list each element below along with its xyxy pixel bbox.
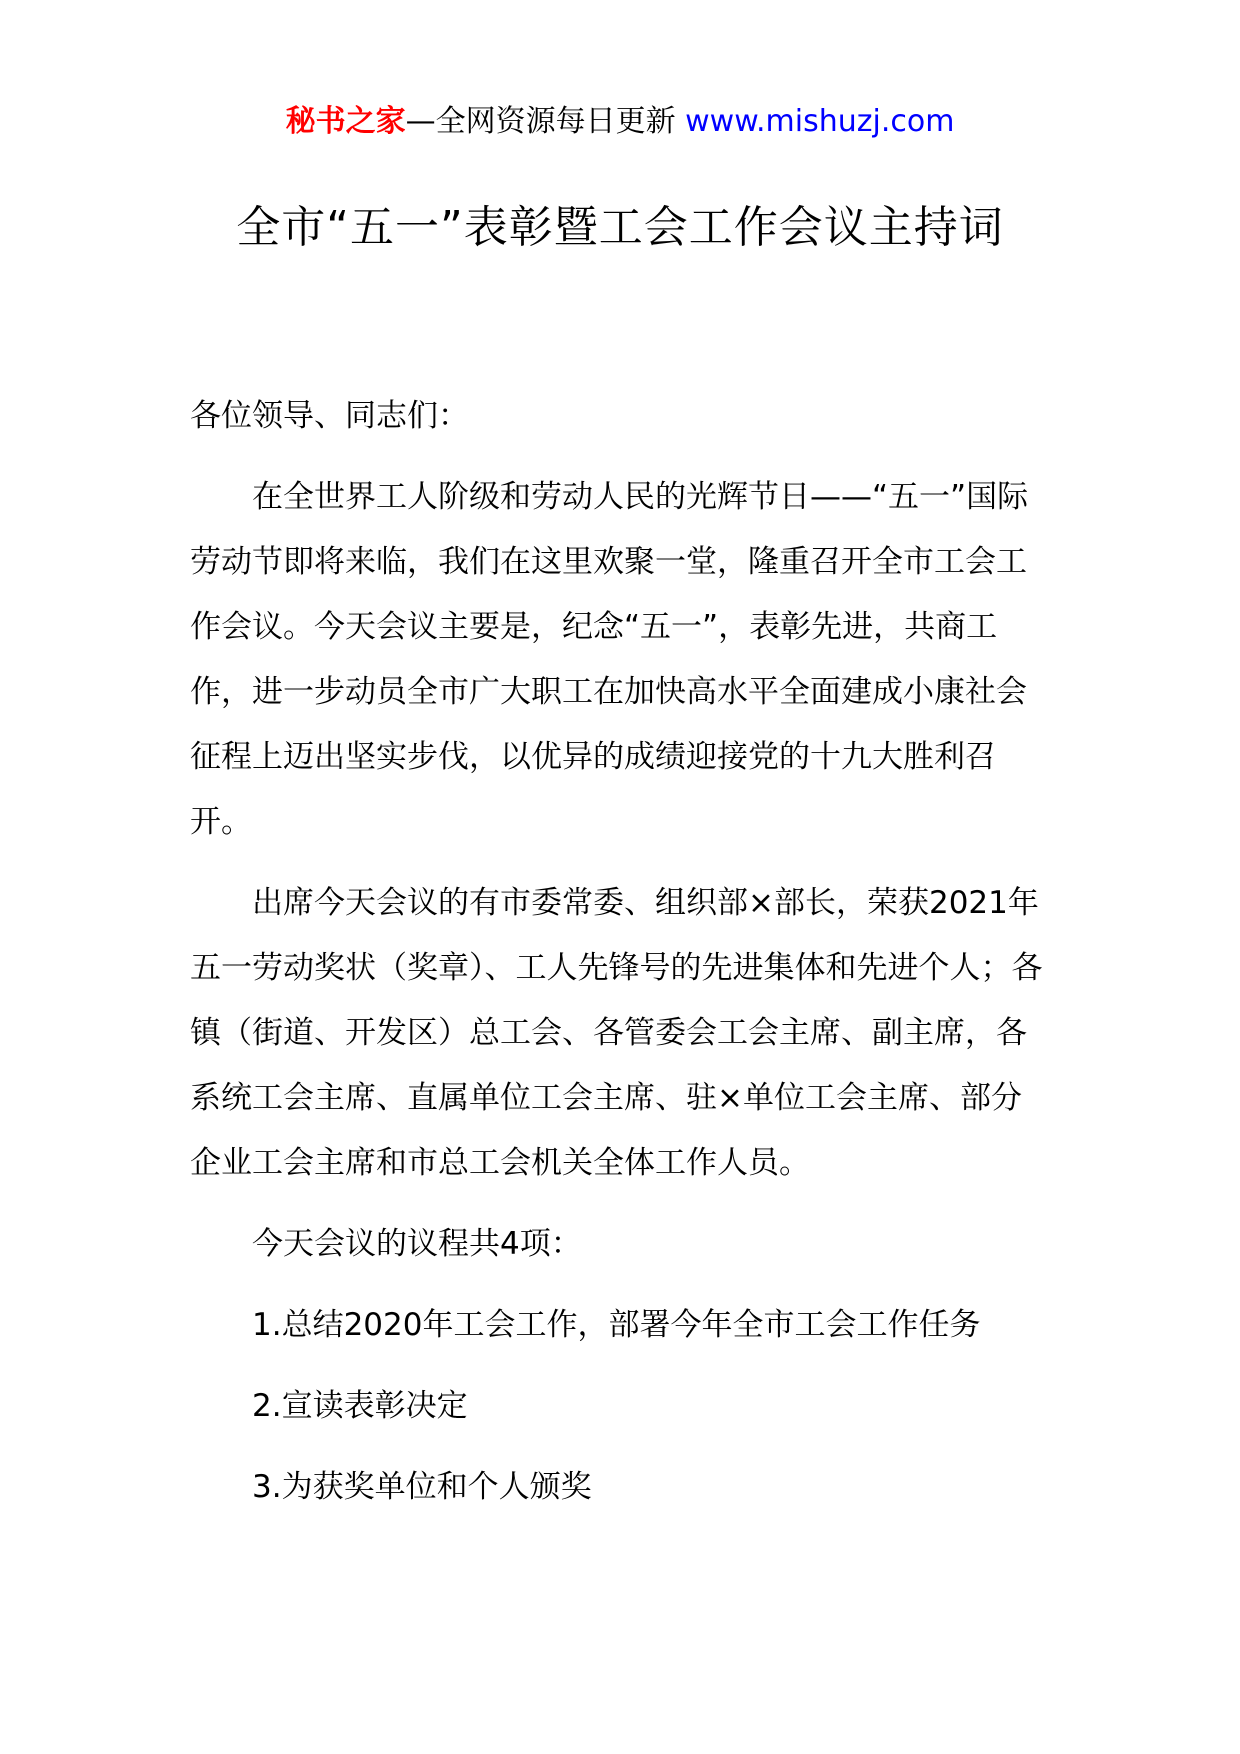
paragraph-opening: 在全世界工人阶级和劳动人民的光辉节日——“五一”国际劳动节即将来临，我们在这里欢聚一堂，隆重召开全市工会工作会议。今天会议主要是，纪念“五一”，表彰先进，共商工作，进一步动员全市广大职工在加快高水平全面建成小康社会征程上迈出坚实步伐，以优异的成绩迎接党的十九大胜利召开。 (190, 479, 1029, 840)
paragraph-agenda-intro: 今天会议的议程共4项： (252, 1226, 582, 1262)
brand-name: 秘书之家 (285, 104, 406, 139)
document-title: 全市“五一”表彰暨工会工作会议主持词 (236, 202, 1004, 253)
site-header (0, 100, 1240, 144)
paragraph-attendees: 出席今天会议的有市委常委、组织部×部长，荣获2021年五一劳动奖状（奖章）、工人先锋号的先进集体和先进个人；各镇（街道、开发区）总工会、各管委会工会主席、副主席，各系统工会主席、直属单位工会主席、驻×单位工会主席、部分企业工会主席和市总工会机关全体工作人员。 (190, 885, 1043, 1181)
salutation: 各位领导、同志们： (190, 398, 469, 434)
header-tagline: —全网资源每日更新 (405, 104, 686, 139)
site-url-link[interactable]: www.mishuzj.com (685, 104, 955, 139)
agenda-item-1: 1.总结2020年工会工作，部署今年全市工会工作任务 (252, 1307, 981, 1343)
agenda-item-2: 2.宣读表彰决定 (252, 1388, 468, 1424)
agenda-item-3: 3.为获奖单位和个人颁奖 (252, 1469, 592, 1505)
document-body (190, 384, 1052, 1536)
